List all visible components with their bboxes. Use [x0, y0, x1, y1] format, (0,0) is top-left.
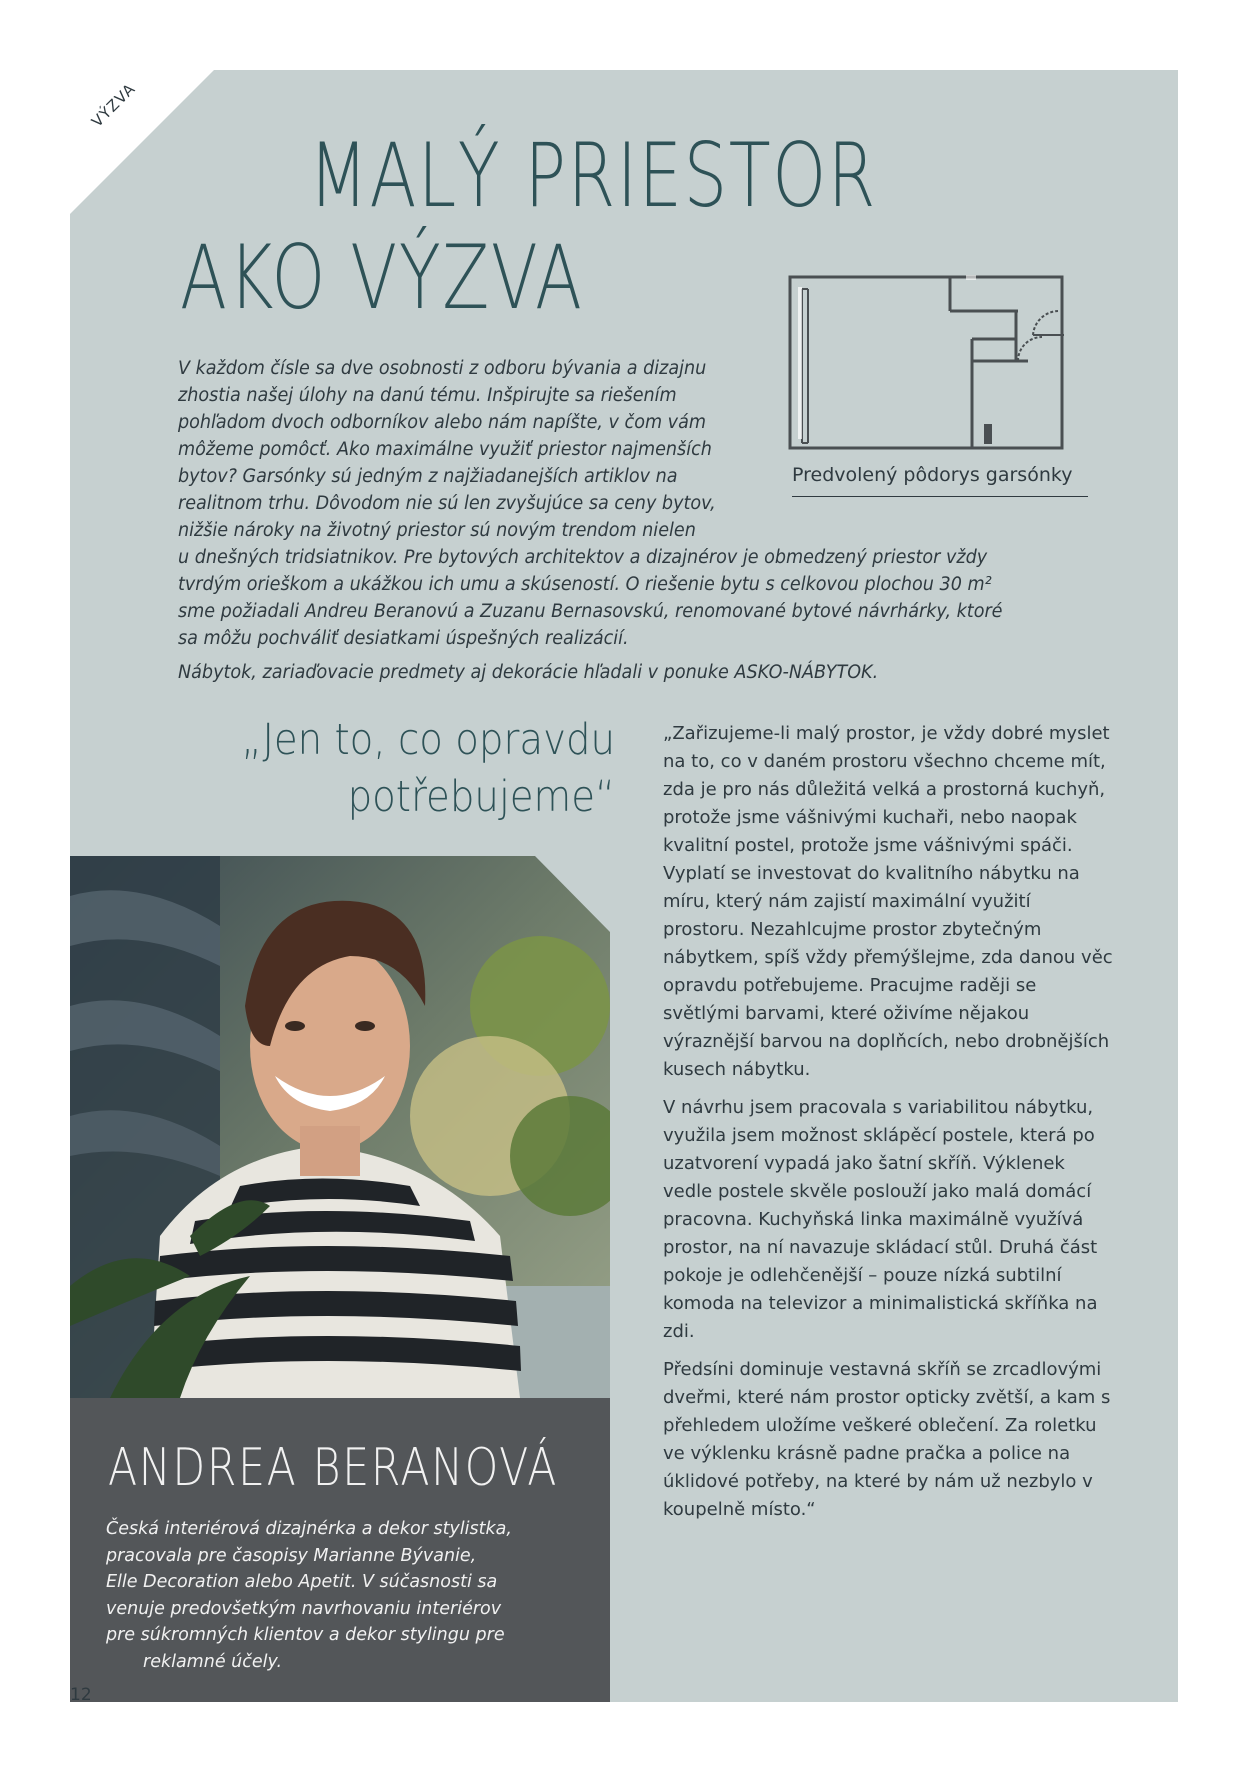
bio-line: Elle Decoration alebo Apetit. V súčasnosti sa — [106, 1572, 498, 1592]
bio-line: pre súkromných klientov a dekor stylingu pre — [106, 1625, 505, 1645]
intro-line: pohľadom dvoch odborníkov alebo nám napíšte, v čom vám — [178, 412, 706, 433]
page-number: 12 — [70, 1685, 92, 1705]
pull-quote — [241, 712, 615, 826]
bio-line: reklamné účely. — [143, 1651, 283, 1672]
bio-line: Česká interiérová dizajnérka a dekor stylistka, — [106, 1519, 512, 1539]
designer-name-box — [70, 1398, 610, 1702]
quote-line-2: potřebujeme“ — [347, 772, 615, 822]
designer-bio — [106, 1516, 606, 1675]
body-paragraph: V návrhu jsem pracovala s variabilitou nábytku, využila jsem možnost sklápěcí postele, která po uzatvorení vypadá jako šatní skříň. Výklenek vedle postele skvěle poslouží jako malá domácí pracovna. Kuchyňská linka maximálně využívá prostor, na ní navazuje skládací stůl. Druhá část pokoje je odlehčenější – pouze nízká subtilní komoda na televizor a minimalistická skříňka na zdi. — [663, 1097, 1098, 1342]
intro-line: u dnešných tridsiatnikov. Pre bytových architektov a dizajnérov je obmedzený priestor vždy — [178, 547, 988, 568]
intro-line: sa môžu pochváliť desiatkami úspešných realizácií. — [178, 628, 629, 649]
intro-line: zhostia našej úlohy na danú tému. Inšpirujte sa riešením — [178, 385, 677, 406]
page-title — [180, 125, 877, 329]
intro-text — [178, 355, 1128, 686]
intro-line: V každom čísle sa dve osobnosti z odboru bývania a dizajnu — [178, 358, 707, 379]
intro-line: bytov? Garsónky sú jedným z najžiadanejších artiklov na — [178, 466, 678, 487]
article-body — [663, 720, 1113, 1534]
floorplan-caption: Predvolený pôdorys garsónky — [792, 464, 1088, 497]
bio-line: pracovala pre časopisy Marianne Bývanie, — [106, 1545, 477, 1566]
intro-line: nižšie nároky na životný priestor sú novým trendom nielen — [178, 520, 696, 541]
title-line-1: MALÝ PRIESTOR — [308, 124, 878, 227]
designer-portrait-photo — [70, 856, 610, 1398]
title-line-2: AKO VÝZVA — [180, 226, 584, 329]
intro-line: realitnom trhu. Dôvodom nie sú len zvyšujúce sa ceny bytov, — [178, 493, 716, 514]
quote-line-1: „Jen to, co opravdu — [241, 715, 615, 765]
intro-line: môžeme pomôcť. Ako maximálne využiť priestor najmenších — [178, 439, 712, 460]
body-paragraph: Předsíni dominuje vestavná skříň se zrcadlovými dveřmi, které nám prostor opticky zvětší, a kam s přehledem uložíme veškeré oblečení. Za roletku ve výklenku krásně padne pračka a police na úklidové potřeby, na které by nám už nezbylo v koupelně místo.“ — [663, 1359, 1111, 1520]
intro-line: tvrdým orieškom a ukážkou ich umu a skúseností. O riešenie bytu s celkovou plochou 30 m² — [178, 574, 992, 595]
intro-line: sme požiadali Andreu Beranovú a Zuzanu Bernasovskú, renomované bytové návrhárky, ktoré — [178, 601, 1003, 622]
bio-line: venuje predovšetkým navrhovaniu interiérov — [106, 1598, 502, 1619]
body-paragraph: „Zařizujeme-li malý prostor, je vždy dobré myslet na to, co v daném prostoru všechno chceme mít, zda je pro nás důležitá velká a prostorná kuchyň, protože jsme vášnivými kuchaři, nebo naopak kvalitní postel, protože jsme vášnivými spáči. Vyplatí se investovat do kvalitního nábytku na míru, který nám zajistí maximální využití prostoru. Nezahlcujme prostor zbytečným nábytkem, spíš vždy přemýšlejme, zda danou věc opravdu potřebujeme. Pracujme raději se světlými barvami, které oživíme nějakou výraznější barvou na doplňcích, nebo drobnějších kusech nábytku. — [663, 723, 1113, 1080]
designer-name: ANDREA BERANOVÁ — [108, 1438, 559, 1498]
intro-last-line: Nábytok, zariaďovacie predmety aj dekorácie hľadali v ponuke ASKO-NÁBYTOK. — [178, 662, 879, 683]
section-tag: VÝZVA — [88, 79, 140, 131]
